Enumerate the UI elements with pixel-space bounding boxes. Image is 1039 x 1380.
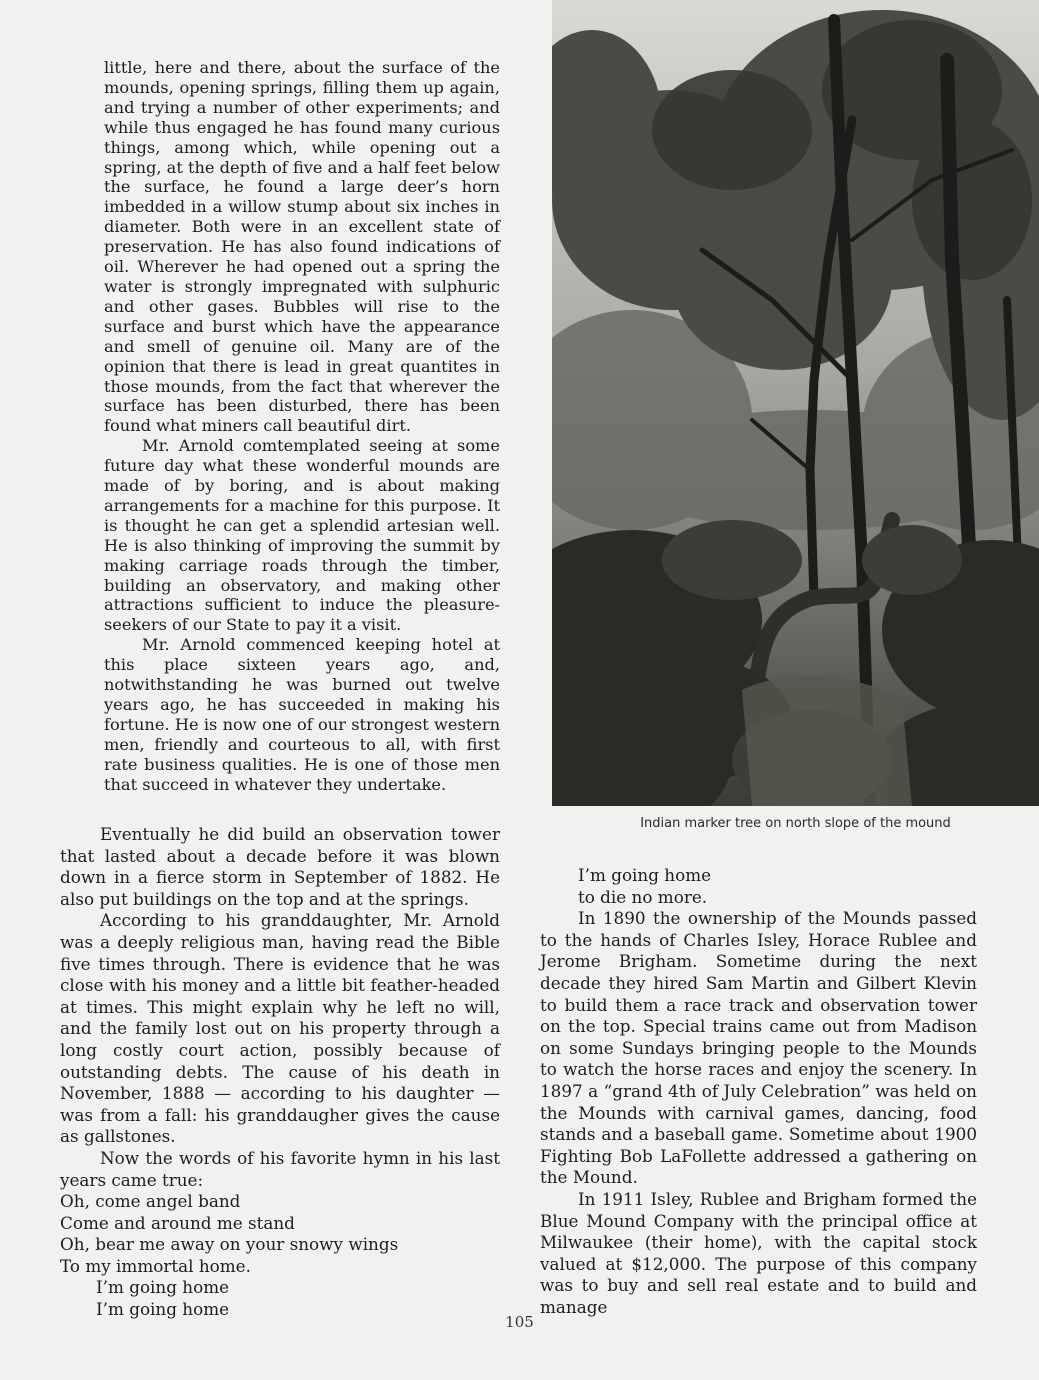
- right-body-column: [540, 865, 977, 1318]
- quote-paragraph: Mr. Arnold commenced keeping hotel at this place sixteen years ago, and, notwithstanding he was burned out twelve years ago, he has succeeded in making his fortune. He is now one of our strongest western men, friendly and courteous to all, with first rate business qualities. He is one of those men that succeed in whatever they undertake.: [104, 635, 500, 794]
- hymn-line: I’m going home: [578, 865, 712, 885]
- quoted-article-column: [104, 58, 500, 795]
- hymn-line: To my immortal home.: [60, 1255, 251, 1276]
- hymn-line: Come and around me stand: [60, 1212, 295, 1233]
- page-number: 105: [505, 1313, 534, 1331]
- hymn-refrain-line: I’m going home: [96, 1277, 230, 1298]
- body-paragraph: In 1890 the ownership of the Mounds passed to the hands of Charles Isley, Horace Rublee and Jerome Brigham. Sometime during the next decade they hired Sam Martin and Gilbert Klevin to build them a race track and observation tower on the top. Special trains came out from Madison on some Sundays bringing people to the Mounds to watch the horse races and enjoy the scenery. In 1897 a “grand 4th of July Celebration” was held on the Mounds with carnival games, dancing, food stands and a baseball game. Sometime about 1900 Fighting Bob LaFollette addressed a gathering on the Mound.: [540, 908, 977, 1188]
- hymn-line: Oh, bear me away on your snowy wings: [60, 1234, 399, 1255]
- marker-tree-photo: [552, 0, 1039, 806]
- quote-paragraph: Mr. Arnold comtemplated seeing at some future day what these wonderful mounds are made of by boring, and is about making arrangements for a machine for this purpose. It is thought he can get a splendid artesian well. He is also thinking of improving the summit by making carriage roads through the timber, building an observatory, and making other attractions sufficient to induce the pleasure-seekers of our State to pay it a visit.: [104, 436, 500, 635]
- photo-illustration: [552, 0, 1039, 806]
- body-paragraph: According to his granddaughter, Mr. Arnold was a deeply religious man, having read the Bible five times through. There is evidence that he was close with his money and a little bit feather-headed at times. This might explain why he left no will, and the family lost out on his property through a long costly court action, possibly because of outstanding debts. The cause of his death in November, 1888 — according to his daughter — was from a fall: his granddaugher gives the cause as gallstones.: [60, 910, 500, 1147]
- quote-paragraph: little, here and there, about the surface of the mounds, opening springs, filling them up again, and trying a number of other experiments; and while thus engaged he has found many curious things, among which, while opening out a spring, at the depth of five and a half feet below the surface, he found a large deer’s horn imbedded in a willow stump about six inches in diameter. Both were in an excellent state of preservation. He has also found indications of oil. Wherever he had opened out a spring the water is strongly impregnated with sulphuric and other gases. Bubbles will rise to the surface and burst which have the appearance and smell of genuine oil. Many are of the opinion that there is lead in great quantites in those mounds, from the fact that wherever the surface has been disturbed, there has been found what miners call beautiful dirt.: [104, 58, 500, 436]
- body-paragraph: In 1911 Isley, Rublee and Brigham formed the Blue Mound Company with the principal office at Milwaukee (their home), with the capital stock valued at $12,000. The purpose of this company was to buy and sell real estate and to build and manage: [540, 1188, 977, 1317]
- photo-caption: Indian marker tree on north slope of the mound: [640, 816, 951, 831]
- hymn-verse: [60, 1191, 500, 1321]
- hymn-line: to die no more.: [578, 886, 708, 907]
- hymn-line: Oh, come angel band: [60, 1191, 241, 1212]
- hymn-verse-continued: [540, 865, 977, 908]
- hymn-refrain-line: I’m going home: [96, 1299, 230, 1320]
- left-body-column: [60, 824, 500, 1321]
- body-paragraph: Eventually he did build an observation tower that lasted about a decade before it was blown down in a fierce storm in September of 1882. He also put buildings on the top and at the springs.: [60, 824, 500, 909]
- body-paragraph: Now the words of his favorite hymn in his last years came true:: [60, 1147, 500, 1190]
